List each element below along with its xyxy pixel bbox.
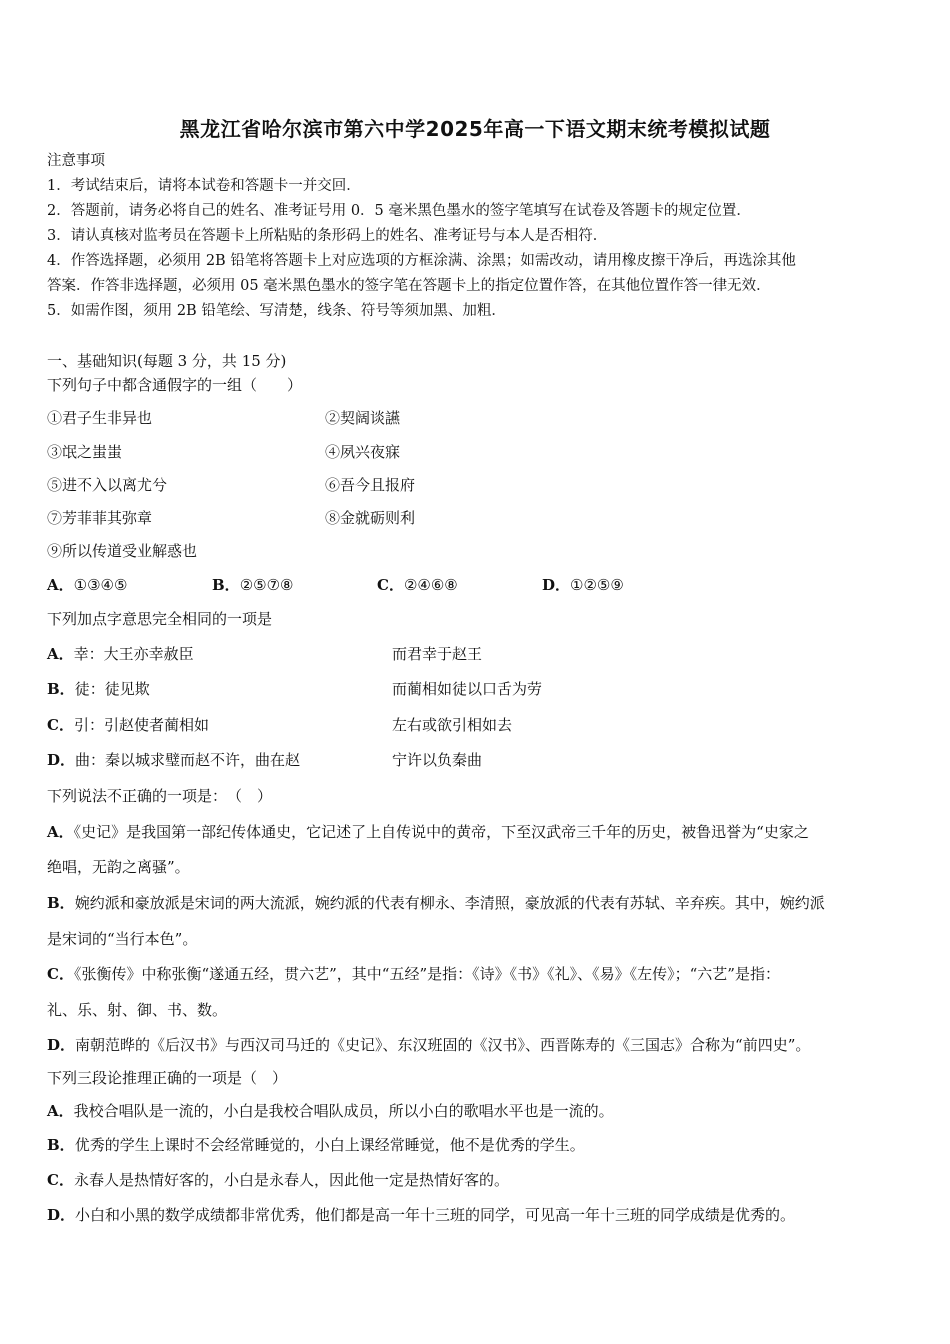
option-letter: B． <box>47 680 75 698</box>
q2-option-d[interactable] <box>47 750 907 770</box>
notice-item-2: 2．答题前，请务必将自己的姓名、准考证号用 0．5 毫米黑色墨水的签字笔填写在试卷及答题卡的规定位置． <box>47 203 751 219</box>
q4-option-d[interactable] <box>47 1205 907 1225</box>
q1-item: ③氓之蚩蚩 <box>47 443 123 461</box>
option-left: 曲：秦以城求璧而赵不许，曲在赵 <box>75 751 301 769</box>
option-text: 小白和小黑的数学成绩都非常优秀，他们都是高一年十三班的同学，可见高一年十三班的同学成绩是优秀的。 <box>75 1206 796 1224</box>
option-letter: C． <box>47 965 74 983</box>
option-text: 礼、乐、射、御、书、数。 <box>47 1001 228 1019</box>
notice-item-5: 5．如需作图，须用 2B 铅笔绘、写清楚，线条、符号等须加黑、加粗． <box>47 303 506 319</box>
option-letter: D． <box>542 576 571 594</box>
q1-item: ⑤进不入以离尤兮 <box>47 476 168 494</box>
option-letter: A． <box>47 1102 74 1120</box>
q1-item: ⑨所以传道受业解惑也 <box>47 542 198 560</box>
notice-item-1: 1．考试结束后，请将本试卷和答题卡一并交回． <box>47 178 361 194</box>
option-letter: C． <box>47 716 74 734</box>
option-letter: D． <box>47 1036 76 1054</box>
option-text: 婉约派和豪放派是宋词的两大流派，婉约派的代表有柳永、李清照，豪放派的代表有苏轼、辛弃疾。其中，婉约派 <box>74 894 825 912</box>
option-text: ②⑤⑦⑧ <box>239 576 294 594</box>
option-left: 幸：大王亦幸赦臣 <box>73 645 194 663</box>
q1-option-b[interactable] <box>212 575 293 595</box>
q1-option-a[interactable] <box>47 575 127 595</box>
q3-stem: 下列说法不正确的一项是： （ ） <box>47 787 273 805</box>
q1-item-row <box>47 508 907 528</box>
option-text: 永春人是热情好客的，小白是永春人，因此他一定是热情好客的。 <box>73 1171 509 1189</box>
option-text: 优秀的学生上课时不会经常睡觉的，小白上课经常睡觉，他不是优秀的学生。 <box>74 1136 585 1154</box>
q4-option-a[interactable] <box>47 1101 907 1121</box>
option-letter: A． <box>47 645 74 663</box>
section-heading: 一、基础知识(每题 3 分，共 15 分) <box>47 352 287 370</box>
option-text: 《张衡传》中称张衡“遂通五经，贯六艺”，其中“五经”是指：《诗》《书》《礼》、《易》《左传》；“六艺”是指： <box>73 965 780 983</box>
q1-item: ④夙兴夜寐 <box>325 443 401 461</box>
q4-stem: 下列三段论推理正确的一项是（ ） <box>47 1069 288 1087</box>
q2-option-b[interactable] <box>47 679 907 699</box>
q2-option-a[interactable] <box>47 644 907 664</box>
q1-item: ⑥吾今且报府 <box>325 476 416 494</box>
option-text: 是宋词的“当行本色”。 <box>47 930 198 948</box>
q3-option-b-cont <box>47 929 907 949</box>
q1-item: ⑧金就砺则利 <box>325 509 416 527</box>
option-text: 绝唱，无韵之离骚”。 <box>47 858 190 876</box>
option-text: 我校合唱队是一流的，小白是我校合唱队成员，所以小白的歌唱水平也是一流的。 <box>73 1102 614 1120</box>
option-text: ①③④⑤ <box>73 576 128 594</box>
q1-item-row <box>47 475 907 495</box>
q1-item: ⑦芳菲菲其弥章 <box>47 509 153 527</box>
option-letter: D． <box>47 751 76 769</box>
q1-item-row <box>47 408 907 428</box>
option-text: ②④⑥⑧ <box>403 576 458 594</box>
q3-option-b[interactable] <box>47 893 907 913</box>
q4-option-c[interactable] <box>47 1170 907 1190</box>
option-letter: A． <box>47 576 74 594</box>
q1-item: ②契阔谈讌 <box>325 409 401 427</box>
option-letter: C． <box>47 1171 74 1189</box>
q3-option-a[interactable] <box>47 822 907 842</box>
option-right: 宁许以负秦曲 <box>392 751 483 769</box>
q1-item-row <box>47 541 907 561</box>
option-letter: B． <box>47 894 75 912</box>
q3-option-a-cont <box>47 857 907 877</box>
option-left: 引：引赵使者蔺相如 <box>73 716 209 734</box>
q1-stem: 下列句子中都含通假字的一组（ ） <box>47 376 303 394</box>
option-letter: B． <box>212 576 240 594</box>
notice-item-4: 4．作答选择题，必须用 2B 铅笔将答题卡上对应选项的方框涂满、涂黑；如需改动，请用橡皮擦干净后，再选涂其他 <box>47 253 796 269</box>
option-text: ①②⑤⑨ <box>570 576 624 594</box>
option-letter: D． <box>47 1206 76 1224</box>
q1-item: ①君子生非异也 <box>47 409 153 427</box>
option-right: 左右或欲引相如去 <box>392 716 513 734</box>
q2-stem: 下列加点字意思完全相同的一项是 <box>47 610 273 628</box>
q4-option-b[interactable] <box>47 1135 907 1155</box>
option-text: 《史记》是我国第一部纪传体通史，它记述了上自传说中的黄帝，下至汉武帝三千年的历史，被鲁迅誉为“史家之 <box>73 823 809 841</box>
q3-option-d[interactable] <box>47 1035 907 1055</box>
q2-option-c[interactable] <box>47 715 907 735</box>
q1-item-row <box>47 442 907 462</box>
option-right: 而蔺相如徒以口舌为劳 <box>392 680 543 698</box>
page-title: 黑龙江省哈尔滨市第六中学2025年高一下语文期末统考模拟试题 <box>179 117 771 141</box>
option-letter: A． <box>47 823 74 841</box>
notice-item-4-cont: 答案．作答非选择题，必须用 05 毫米黑色墨水的签字笔在答题卡上的指定位置作答，在其他位置作答一律无效． <box>47 278 771 294</box>
option-left: 徒：徒见欺 <box>74 680 150 698</box>
option-text: 南朝范晔的《后汉书》与西汉司马迁的《史记》、东汉班固的《汉书》、西晋陈寿的《三国志》合称为“前四史”。 <box>75 1036 811 1054</box>
option-right: 而君幸于赵王 <box>392 645 483 663</box>
q3-option-c[interactable] <box>47 964 907 984</box>
option-letter: B． <box>47 1136 75 1154</box>
q3-option-c-cont <box>47 1000 907 1020</box>
option-letter: C． <box>377 576 404 594</box>
notice-heading: 注意事项 <box>47 153 105 169</box>
q1-option-d[interactable] <box>542 575 624 595</box>
notice-item-3: 3．请认真核对监考员在答题卡上所粘贴的条形码上的姓名、准考证号与本人是否相符． <box>47 228 608 244</box>
q1-option-c[interactable] <box>377 575 458 595</box>
